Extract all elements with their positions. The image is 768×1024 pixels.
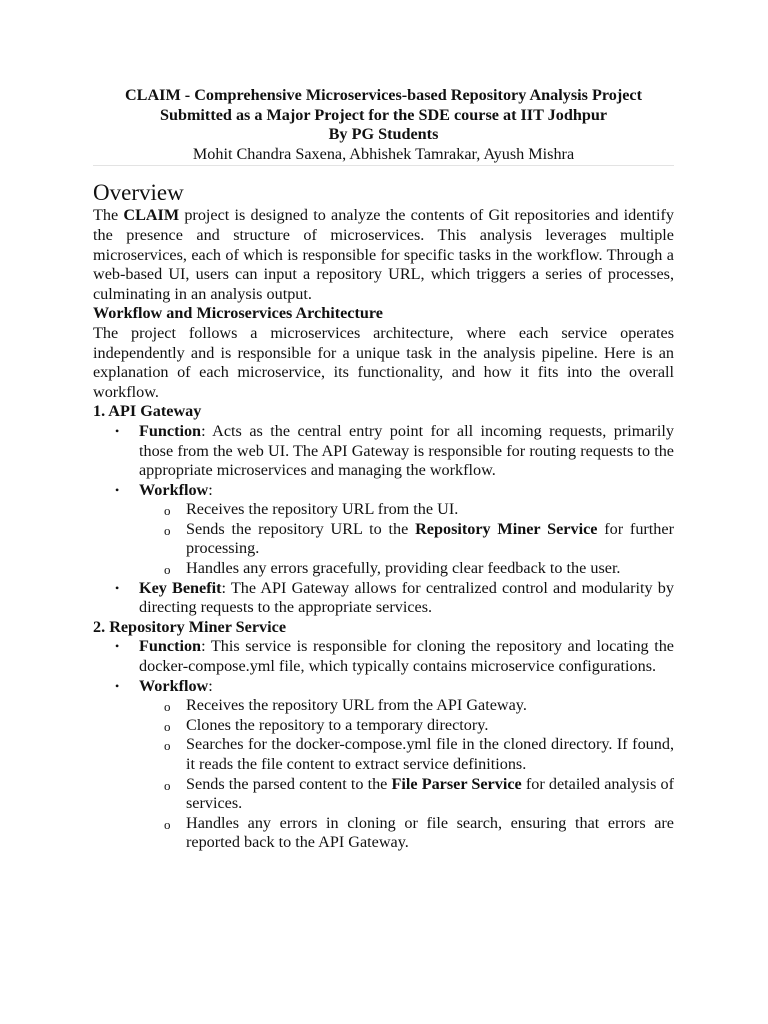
list-item: • Function: This service is responsible for cloning the repository and locating the docker-compose.yml file, which typically contains microservice configurations. [115,637,674,676]
author-list: Mohit Chandra Saxena, Abhishek Tamrakar, Ayush Mishra [192,144,575,163]
bullet-icon: • [115,580,120,595]
circle-bullet-icon: o [164,816,171,832]
circle-bullet-icon: o [164,718,171,734]
circle-bullet-icon: o [164,503,171,519]
circle-bullet-icon: o [164,777,171,793]
bullet-icon: • [115,639,120,654]
list-item: • Key Benefit: The API Gateway allows for centralized control and modularity by directing requests to the appropriate services. [115,578,674,617]
bullet-icon: • [115,482,120,497]
project-name: CLAIM [123,206,180,225]
list-item: • Workflow: [115,676,213,695]
document-title: CLAIM - Comprehensive Microservices-based Repository Analysis Project [124,86,643,104]
list-item: • Function: Acts as the central entry point for all incoming requests, primarily those from the web UI. The API Gateway is responsible for routing requests to the appropriate microservices and managing the workflow. [115,421,674,480]
list-item: o Sends the repository URL to the Repository Miner Service for further processing. [164,519,674,558]
list-item: o Clones the repository to a temporary directory. [140,716,674,736]
list-item: o Sends the parsed content to the File Parser Service for detailed analysis of services. [164,774,674,813]
circle-bullet-icon: o [164,522,171,538]
by-line: By PG Students [328,125,439,144]
list-item: o Receives the repository URL from the API Gateway. [140,696,674,716]
overview-heading: Overview [93,180,184,206]
list-item: o Searches for the docker-compose.yml file in the cloned directory. If found, it reads the file content to extract service definitions. [164,735,674,773]
overview-paragraph: The CLAIM project is designed to analyze the contents of Git repositories and identify the presence and structure of microservices. This analysis leverages multiple microservices, each of which is responsible for specific tasks in the workflow. Through a web-based UI, users can input a repository URL, which triggers a series of processes, culminating in an analysis output. [93,206,674,303]
bullet-icon: • [115,678,120,693]
architecture-heading: Workflow and Microservices Architecture [93,304,383,323]
repo-miner-workflow-list [93,696,674,853]
repo-miner-heading: 2. Repository Miner Service [93,617,287,636]
architecture-paragraph: The project follows a microservices architecture, where each service operates independently and is responsible for a unique task in the analysis pipeline. Here is an explanation of each microservice, its functionality, and how it fits into the overall workflow. [93,323,674,401]
document-subtitle: Submitted as a Major Project for the SDE course at IIT Jodhpur [159,105,608,124]
list-item: • Workflow: [115,480,213,499]
bullet-icon: • [115,423,120,438]
header-divider [93,165,674,166]
repo-miner-list [93,637,674,696]
list-item: o Handles any errors gracefully, providing clear feedback to the user. [140,559,674,579]
api-gateway-heading: 1. API Gateway [93,402,202,421]
document-page [93,86,674,853]
api-gateway-list [93,422,674,500]
api-gateway-benefit-list [93,579,674,618]
list-item: o Receives the repository URL from the UI. [140,500,674,520]
api-gateway-workflow-list [93,500,674,578]
circle-bullet-icon: o [164,562,171,578]
circle-bullet-icon: o [164,738,171,754]
circle-bullet-icon: o [164,699,171,715]
list-item: o Handles any errors in cloning or file search, ensuring that errors are reported back to the API Gateway. [164,813,674,852]
document-header [93,86,674,164]
